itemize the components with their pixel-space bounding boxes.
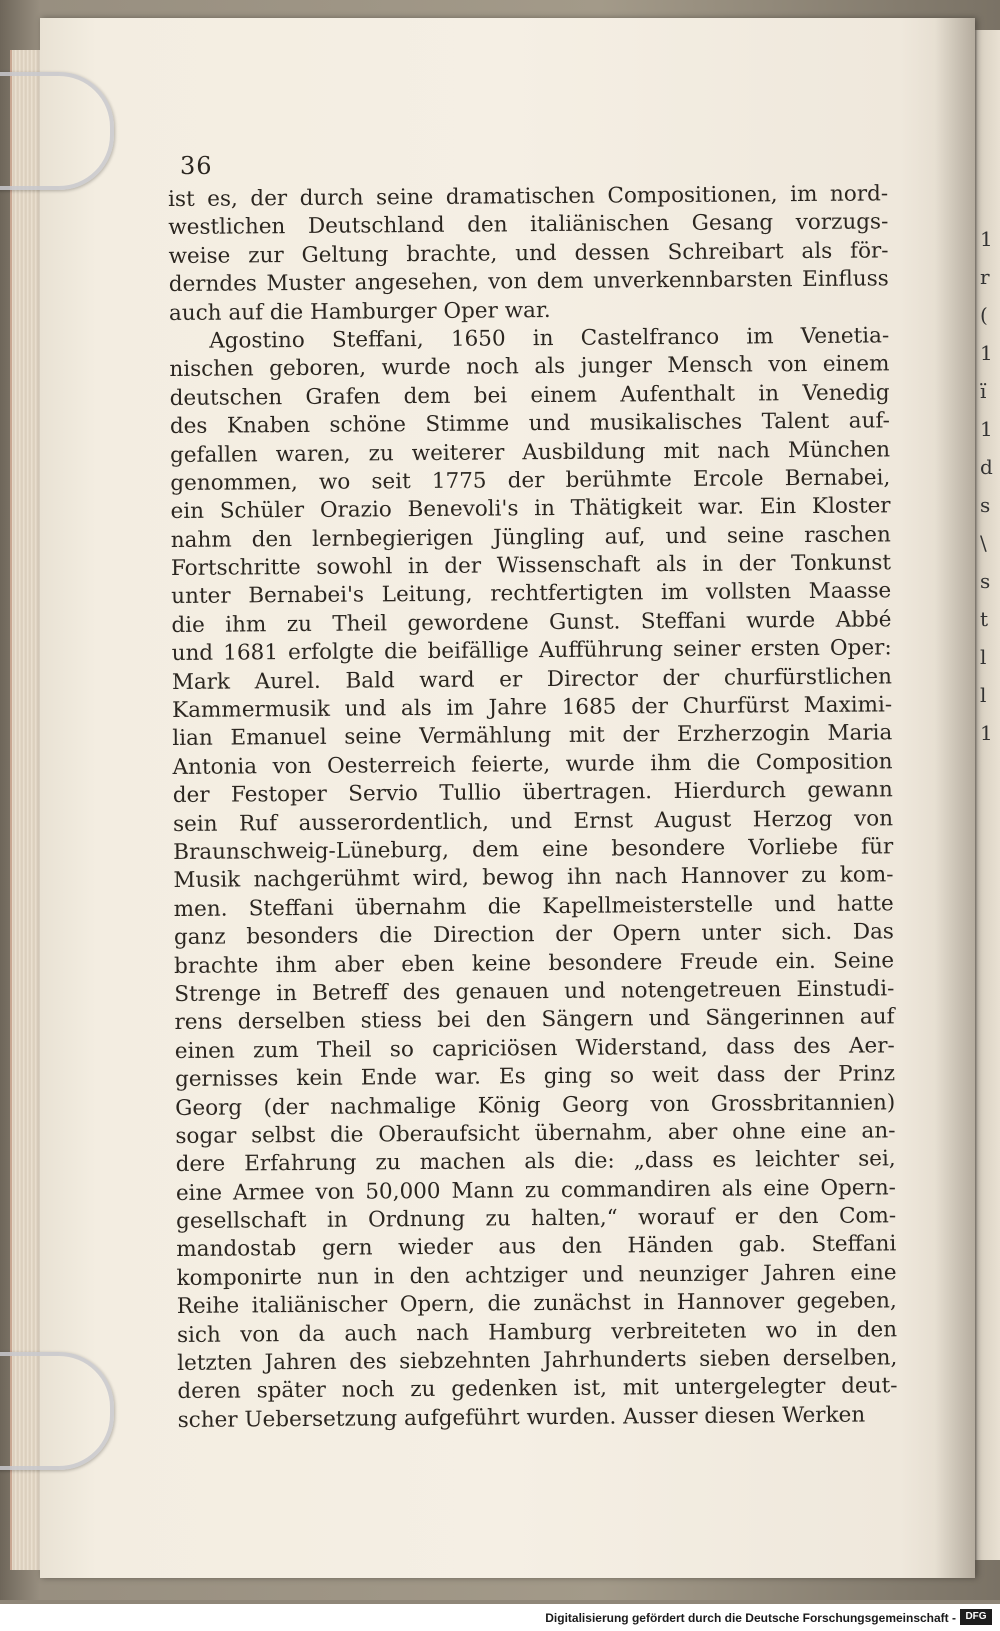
facing-page-glyph: l	[980, 645, 987, 669]
page-number: 36	[180, 152, 213, 180]
text-line: nischen geboren, wurde noch als junger Mensch von einem	[169, 351, 890, 383]
text-line: letzten Jahren des siebzehnten Jahrhunderts sieben derselben,	[177, 1345, 898, 1376]
text-line: auch auf die Hamburger Oper war.	[168, 297, 551, 326]
text-line: Fortschritte sowohl in der Wissenschaft als in der Tonkunst	[170, 550, 892, 582]
text-line: und 1681 erfolgte die beifällige Aufführung seiner ersten Oper:	[171, 635, 892, 667]
text-line: lian Emanuel seine Vermählung mit der Erzherzogin Maria	[172, 720, 893, 752]
text-line: derndes Muster angesehen, von dem unverkennbarsten Einfluss	[168, 266, 889, 298]
text-line: nahm den lernbegierigen Jüngling auf, und seine raschen	[170, 522, 891, 553]
text-line: Mark Aurel. Bald ward er Director der churfürstlichen	[171, 663, 892, 695]
text-line: Musik nachgerühmt wird, bewog ihn nach Hannover zu kom-	[173, 862, 894, 894]
text-line: dere Erfahrung zu machen als die: „dass es leichter sei,	[175, 1146, 896, 1178]
paper-clip-top-icon	[0, 72, 114, 190]
facing-page-glyph: 1	[980, 341, 993, 365]
text-line: men. Steffani übernahm die Kapellmeisterstelle und hatte	[173, 891, 894, 922]
text-line: des Knaben schöne Stimme und musikalisches Talent auf-	[169, 408, 890, 440]
facing-page-glyph: t	[980, 607, 989, 631]
text-line: eine Armee von 50,000 Mann zu commandiren als eine Opern-	[175, 1174, 896, 1206]
dfg-logo-icon: DFG	[960, 1609, 992, 1625]
text-line: westlichen Deutschland den italiänischen Gesang vorzugs-	[168, 209, 889, 241]
text-line: deren später noch zu gedenken ist, mit untergelegter deut-	[177, 1373, 898, 1405]
text-line: ganz besonders die Direction der Opern unter sich. Das	[173, 919, 894, 951]
text-line: gefallen waren, zu weiterer Ausbildung mit nach München	[170, 436, 891, 468]
text-line: komponirte nun in den achtziger und neunziger Jahren eine	[176, 1260, 897, 1291]
facing-page-glyph: (	[980, 303, 988, 327]
text-line: Agostino Steffani, 1650 in Castelfranco im Venetia-	[209, 323, 890, 354]
facing-page-glyph: 1	[980, 227, 993, 251]
text-line: Kammermusik und als im Jahre 1685 der Churfürst Maximi-	[172, 692, 893, 724]
facing-page-glyph: 1	[980, 721, 993, 745]
digitization-credit: Digitalisierung gefördert durch die Deutsche Forschungsgemeinschaft -	[545, 1611, 956, 1625]
text-line: ein Schüler Orazio Benevoli's in Thätigkeit war. Ein Kloster	[170, 493, 891, 525]
gutter-shadow	[935, 18, 975, 1578]
text-line: Georg (der nachmalige König Georg von Grossbritannien)	[175, 1089, 896, 1121]
facing-page-glyph: d	[980, 455, 993, 479]
text-line: Strenge in Betreff des genauen und notengetreuen Einstudi-	[174, 976, 895, 1007]
facing-page-glyphs	[980, 220, 1000, 752]
text-line: deutschen Grafen dem bei einem Aufenthalt in Venedig	[169, 380, 890, 411]
text-line: Reihe italiänischer Opern, die zunächst in Hannover gegeben,	[176, 1288, 897, 1320]
text-line: Braunschweig-Lüneburg, dem eine besondere Vorliebe für	[173, 834, 894, 865]
facing-page-glyph: s	[980, 493, 991, 517]
text-line: genommen, wo seit 1775 der berühmte Ercole Bernabei,	[170, 465, 891, 496]
facing-page-glyph: r	[980, 265, 990, 289]
facing-page-glyph: ï	[980, 379, 987, 403]
text-line: die ihm zu Theil gewordene Gunst. Steffani wurde Abbé	[171, 607, 892, 638]
text-line: scher Uebersetzung aufgeführt wurden. Ausser diesen Werken	[177, 1402, 866, 1433]
text-line: sein Ruf ausserordentlich, und Ernst August Herzog von	[172, 805, 894, 837]
text-line: einen zum Theil so capriciösen Widerstand, dass des Aer-	[174, 1033, 895, 1064]
text-line: unter Bernabei's Leitung, rechtfertigten im vollsten Maasse	[171, 578, 892, 610]
text-line: weise zur Geltung brachte, und dessen Schreibart als för-	[168, 238, 889, 269]
text-line: gernisses kein Ende war. Es ging so weit dass der Prinz	[174, 1061, 896, 1093]
text-line: ist es, der durch seine dramatischen Compositionen, im nord-	[168, 181, 889, 212]
text-line: Antonia von Oesterreich feierte, wurde ihm die Composition	[172, 749, 893, 780]
facing-page-glyph: l	[980, 683, 987, 707]
text-line: der Festoper Servio Tullio übertragen. Hierdurch gewann	[172, 777, 893, 809]
text-line: mandostab gern wieder aus den Händen gab. Steffani	[176, 1231, 897, 1263]
text-line: brachte ihm aber eben keine besondere Freude ein. Seine	[174, 947, 895, 979]
body-text	[168, 180, 898, 1435]
paper-clip-bottom-icon	[0, 1352, 114, 1470]
text-line: sich von da auch nach Hamburg verbreiteten wo in den	[176, 1316, 898, 1348]
facing-page-glyph: 1	[980, 417, 993, 441]
facing-page-glyph: \	[980, 531, 987, 555]
text-line: rens derselben stiess bei den Sängern und Sängerinnen auf	[174, 1004, 895, 1036]
text-line: sogar selbst die Oberaufsicht übernahm, aber ohne eine an-	[175, 1118, 896, 1149]
facing-page-glyph: s	[980, 569, 991, 593]
text-line: gesellschaft in Ordnung zu halten,“ worauf er den Com-	[176, 1203, 897, 1235]
